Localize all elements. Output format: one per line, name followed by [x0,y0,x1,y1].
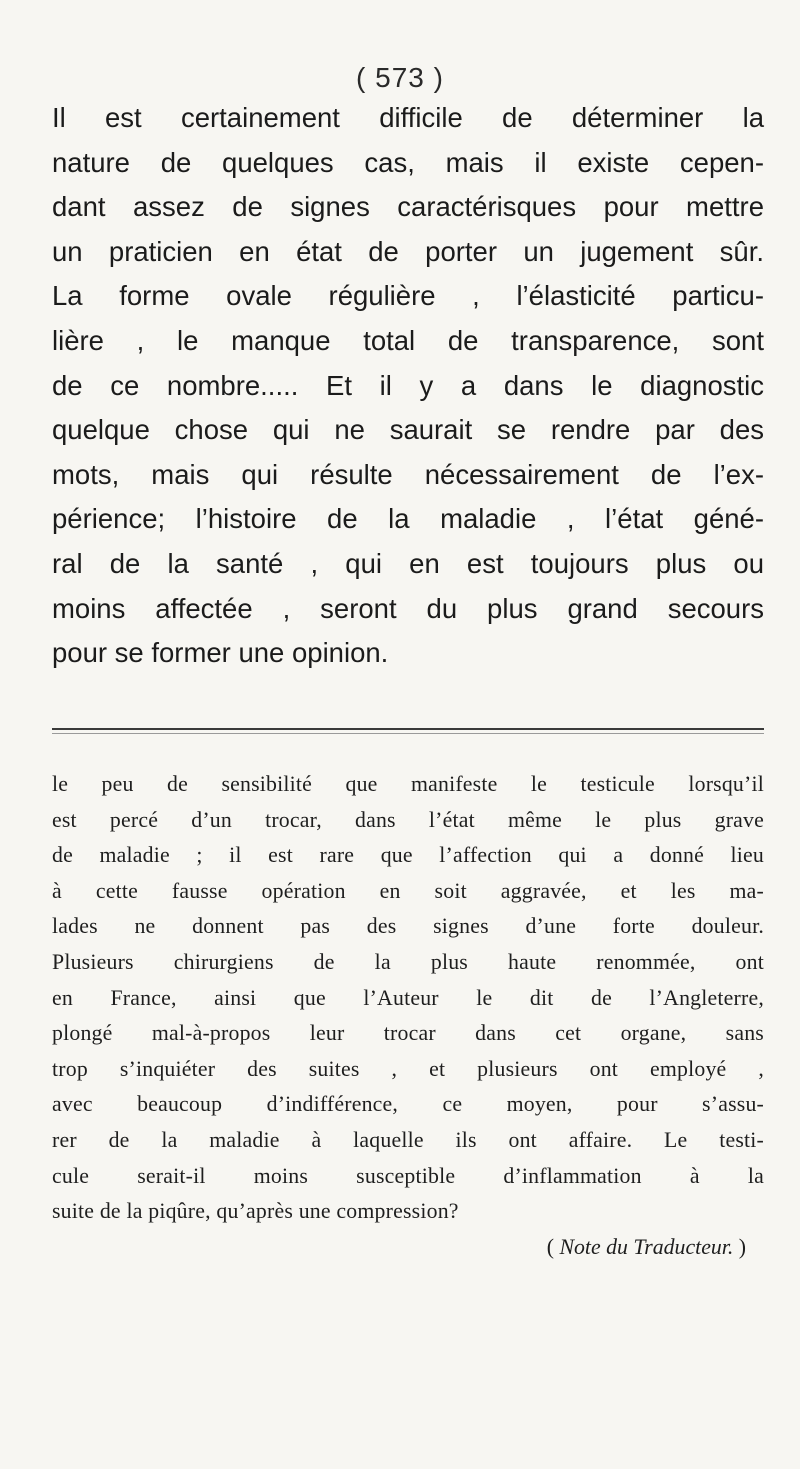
footnote-line: cule serait-il moins susceptible d’inflammation à la [52,1163,764,1188]
footnote-line: en France, ainsi que l’Auteur le dit de l’Angleterre, [52,985,764,1010]
main-line: dant assez de signes caractérisques pour mettre [52,191,764,223]
main-paragraph [52,96,764,676]
translator-note-attribution [52,1230,764,1266]
attribution-open: ( [546,1234,560,1259]
footnote-line: plongé mal-à-propos leur trocar dans cet organe, sans [52,1021,764,1046]
main-line: La forme ovale régulière , l’élasticité particu- [52,280,764,312]
footnote-line: trop s’inquiéter des suites , et plusieurs ont employé , [52,1056,764,1081]
main-line: périence; l’histoire de la maladie , l’état géné- [52,503,764,535]
attribution-close: ) [733,1234,746,1259]
footnote-line: suite de la piqûre, qu’après une compression? [52,1199,459,1224]
footnote-line: le peu de sensibilité que manifeste le testicule lorsqu’il [52,772,764,796]
main-line: moins affectée , seront du plus grand secours [52,592,764,624]
main-line: nature de quelques cas, mais il existe cepen- [52,146,764,178]
footnote-line: avec beaucoup d’indifférence, ce moyen, pour s’assu- [52,1092,764,1117]
main-line: de ce nombre..... Et il y a dans le diagnostic [52,369,764,401]
footnote-line: est percé d’un trocar, dans l’état même le plus grave [52,807,764,832]
footnote-line: de maladie ; il est rare que l’affection qui a donné lieu [52,843,764,868]
footnote [52,767,764,1265]
main-line: pour se former une opinion. [52,637,389,669]
footnote-line: Plusieurs chirurgiens de la plus haute renommée, ont [52,949,764,974]
footnote-line: rer de la maladie à laquelle ils ont affaire. Le testi- [52,1127,764,1152]
footnote-line: à cette fausse opération en soit aggravée, et les ma- [52,878,764,903]
footnote-separator-thin [52,733,764,734]
main-line: mots, mais qui résulte nécessairement de l’ex- [52,458,764,490]
attribution-text: Note du Traducteur. [559,1234,734,1259]
main-line: un praticien en état de porter un jugement sûr. [52,235,764,267]
main-line: Il est certainement difficile de déterminer la [52,102,764,133]
main-line: ral de la santé , qui en est toujours plus ou [52,547,764,579]
main-line: lière , le manque total de transparence, sont [52,324,764,356]
page-number: ( 573 ) [356,62,444,93]
footnote-line: lades ne donnent pas des signes d’une forte douleur. [52,914,764,939]
main-line: quelque chose qui ne saurait se rendre par des [52,414,764,446]
footnote-separator [52,728,764,730]
